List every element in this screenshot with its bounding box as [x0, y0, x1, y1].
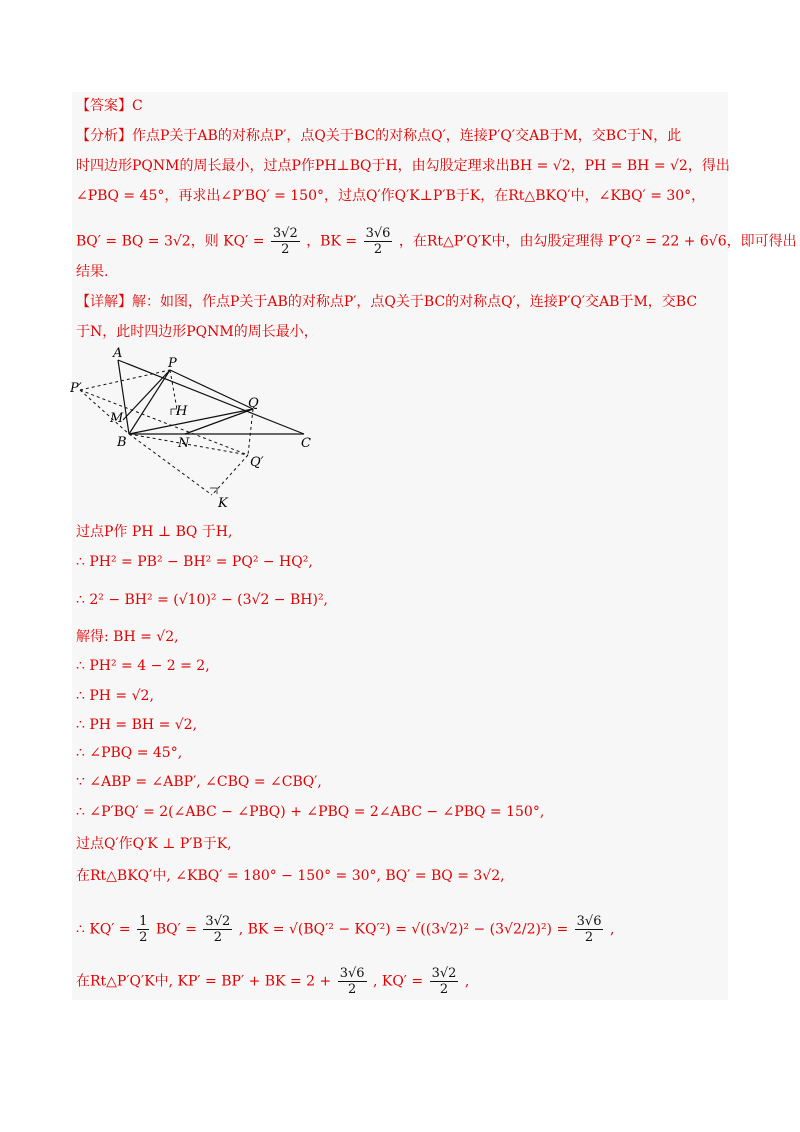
step-13-text-c: , BK = √(BQ′² − KQ′²) = √((3√2)² − (3√2/2)²) =: [238, 921, 569, 938]
segment-AC: [118, 360, 304, 434]
fraction-kq-value: [203, 914, 232, 945]
step-13-text-a: ∴ KQ′ =: [76, 921, 131, 938]
step-13: [76, 914, 614, 945]
step-6: ∴ PH = √2,: [76, 688, 154, 704]
fraction-den: 2: [439, 982, 449, 997]
fraction-kq-term: [430, 966, 459, 997]
fraction-num: 3√6: [339, 966, 365, 981]
fraction-kq: [271, 226, 300, 257]
step-13-text-b: BQ′ =: [155, 921, 197, 938]
detail-line-2: 于N，此时四边形PQNM的周长最小，: [76, 324, 318, 340]
label-M: M: [110, 411, 124, 426]
analysis-tag: 【分析】: [76, 128, 132, 144]
fraction-num: 3√6: [365, 226, 391, 241]
step-14-text-c: ,: [464, 973, 470, 990]
label-H: H: [176, 404, 188, 419]
step-8: ∴ ∠PBQ = 45°,: [76, 745, 183, 761]
segment-BP: [129, 370, 170, 434]
fraction-den: 2: [281, 242, 290, 257]
analysis-text-4b: ，BK =: [306, 233, 358, 250]
answer-tag: 【答案】: [76, 98, 132, 114]
segment-PpQp: [80, 390, 248, 455]
fraction-num: 3√2: [272, 226, 298, 241]
fraction-bk: [364, 226, 393, 257]
step-7: ∴ PH = BH = √2,: [76, 717, 198, 733]
fraction-den: 2: [139, 930, 148, 945]
segment-PpP: [80, 370, 170, 390]
label-P: P: [168, 356, 177, 371]
step-3: ∴ 2² − BH² = (√10)² − (3√2 − BH)²,: [76, 592, 328, 608]
fraction-den: 2: [213, 930, 222, 945]
fraction-num: 3√6: [576, 914, 602, 929]
label-B: B: [117, 435, 127, 450]
fraction-num: 3√2: [205, 914, 231, 929]
label-C: C: [301, 436, 311, 451]
step-12: 在Rt△BKQ′中, ∠KBQ′ = 180° − 150° = 30°, BQ′ = BQ = 3√2,: [76, 868, 505, 884]
analysis-text-1: 作点P关于AB的对称点P′，点Q关于BC的对称点Q′，连接P′Q′交AB于M，交BC于N，此: [132, 128, 682, 144]
analysis-line-2: 时四边形PQNM的周长最小，过点P作PH⊥BQ于H，由勾股定理求出BH = √2，PH = BH = √2，得出: [76, 158, 730, 174]
answer-line: [76, 96, 143, 116]
detail-text-1: 解：如图，作点P关于AB的对称点P′，点Q关于BC的对称点Q′，连接P′Q′交AB于M，交BC: [132, 294, 698, 310]
step-5: ∴ PH² = 4 − 2 = 2,: [76, 658, 210, 674]
analysis-line-3: ∠PBQ = 45°，再求出∠P′BQ′ = 150°，过点Q′作Q′K⊥P′B于K，在Rt△BKQ′中，∠KBQ′ = 30°，: [76, 188, 706, 204]
label-Q: Q: [248, 396, 259, 411]
detail-tag: 【详解】: [76, 294, 132, 310]
segment-PM: [123, 370, 170, 420]
segment-BQ: [129, 409, 253, 434]
fraction-half: [137, 914, 149, 945]
step-14-text-b: , KQ′ =: [372, 973, 424, 990]
step-1: 过点P作 PH ⊥ BQ 于H,: [76, 524, 233, 540]
step-13-text-d: ,: [609, 921, 615, 938]
detail-line-1: [76, 292, 697, 312]
fraction-num: 3√2: [431, 966, 457, 981]
geometry-figure: [70, 345, 330, 515]
label-K: K: [218, 496, 228, 511]
segment-QQp: [248, 409, 253, 455]
step-10: ∴ ∠P′BQ′ = 2(∠ABC − ∠PBQ) + ∠PBQ = 2∠ABC − ∠PBQ = 150°,: [76, 804, 545, 820]
fraction-bk-value: [575, 914, 604, 945]
analysis-line-4: [76, 226, 797, 257]
step-9: ∵ ∠ABP = ∠ABP′, ∠CBQ = ∠CBQ′,: [76, 774, 322, 790]
segment-QN: [185, 409, 253, 434]
step-4: 解得: BH = √2,: [76, 629, 179, 645]
fraction-num: 1: [139, 914, 148, 929]
answer-value: C: [132, 98, 143, 114]
analysis-line-5: 结果.: [76, 264, 109, 280]
step-14-text-a: 在Rt△P′Q′K中, KP′ = BP′ + BK = 2 +: [76, 973, 332, 990]
step-2: ∴ PH² = PB² − BH² = PQ² − HQ²,: [76, 554, 313, 570]
analysis-text-4a: BQ′ = BQ = 3√2，则 KQ′ =: [76, 233, 265, 250]
analysis-line-1: [76, 126, 681, 146]
label-N: N: [178, 436, 190, 451]
label-A: A: [113, 346, 123, 361]
fraction-den: 2: [347, 982, 357, 997]
step-14: [76, 966, 469, 997]
fraction-den: 2: [584, 930, 594, 945]
label-Pp: P′: [70, 381, 82, 396]
fraction-den: 2: [373, 242, 383, 257]
fraction-bk-term: [338, 966, 367, 997]
label-Qp: Q′: [250, 455, 264, 470]
segment-BK: [129, 434, 212, 495]
step-11: 过点Q′作Q′K ⊥ P′B于K,: [76, 836, 232, 852]
analysis-text-4c: ，在Rt△P′Q′K中，由勾股定理得 P′Q′² = 22 + 6√6，即可得出: [398, 233, 797, 250]
